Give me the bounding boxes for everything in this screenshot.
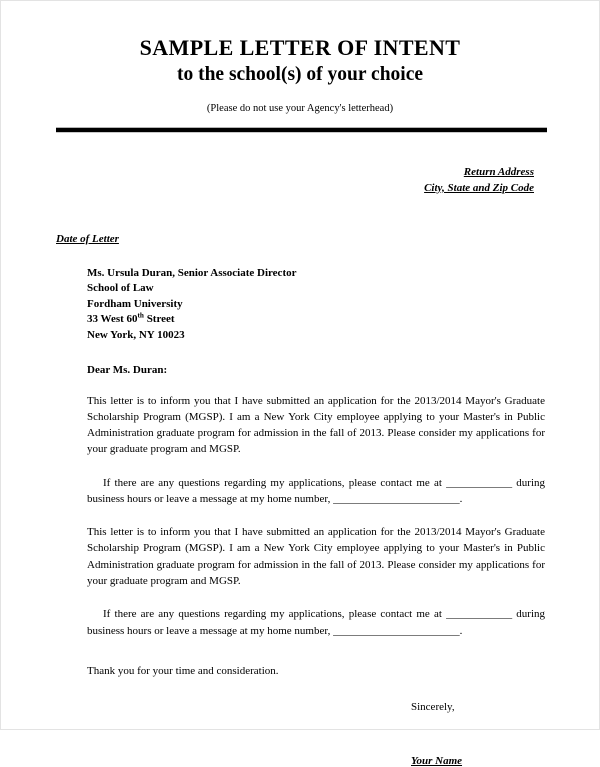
return-address-line1: Return Address [463,166,534,179]
letter-body [1,165,599,766]
recipient-line5: New York, NY 10023 [87,328,185,341]
recipient-line4 [87,312,547,328]
body-paragraph-4: If there are any questions regarding my applications, please contact me at ____________ during business hours or leave a message at my home number, _______________________. [87,608,545,637]
letterhead-note: (Please do not use your Agency's letterhead) [206,103,394,115]
date-line [56,233,547,245]
body-paragraph-3: This letter is to inform you that I have submitted an application for the 2013/2014 Mayor's Graduate Scholarship Program (MGSP). I am a New York City employee applying to your Master's in Public Administration graduate program for admission in the fall of 2013. Please consider my applications for your graduate program and MGSP. [87,526,545,587]
letter-header [1,1,599,114]
closing-line: Thank you for your time and consideration. [87,664,279,677]
recipient-street-number: 33 West 60 [87,313,138,326]
page-title: SAMPLE LETTER OF INTENT [139,35,461,60]
recipient-line3: Fordham University [87,297,183,310]
ordinal-suffix: th [137,311,144,320]
signoff-line: Sincerely, [411,700,455,713]
recipient-line1: Ms. Ursula Duran, Senior Associate Director [87,266,297,279]
return-address-line2: City, State and Zip Code [424,181,534,194]
return-address-block [56,165,547,196]
signature-name-text: Your Name [411,754,463,767]
body-paragraph-1: This letter is to inform you that I have submitted an application for the 2013/2014 Mayor's Graduate Scholarship Program (MGSP). I am a New York City employee applying to your Master's in Public Administration graduate program for admission in the fall of 2013. Please consider my applications for your graduate program and MGSP. [87,394,545,456]
recipient-street-name: Street [143,313,175,326]
page-subtitle: to the school(s) of your choice [176,63,424,85]
header-divider [56,127,547,133]
body-paragraph-2: If there are any questions regarding my applications, please contact me at ____________ during business hours or leave a message at my home number, _______________________. [87,476,545,505]
salutation: Dear Ms. Duran: [87,363,168,376]
recipient-address-block [87,266,547,344]
recipient-line2: School of Law [87,282,154,295]
signature-name [56,755,547,767]
date-line-text: Date of Letter [56,232,119,245]
